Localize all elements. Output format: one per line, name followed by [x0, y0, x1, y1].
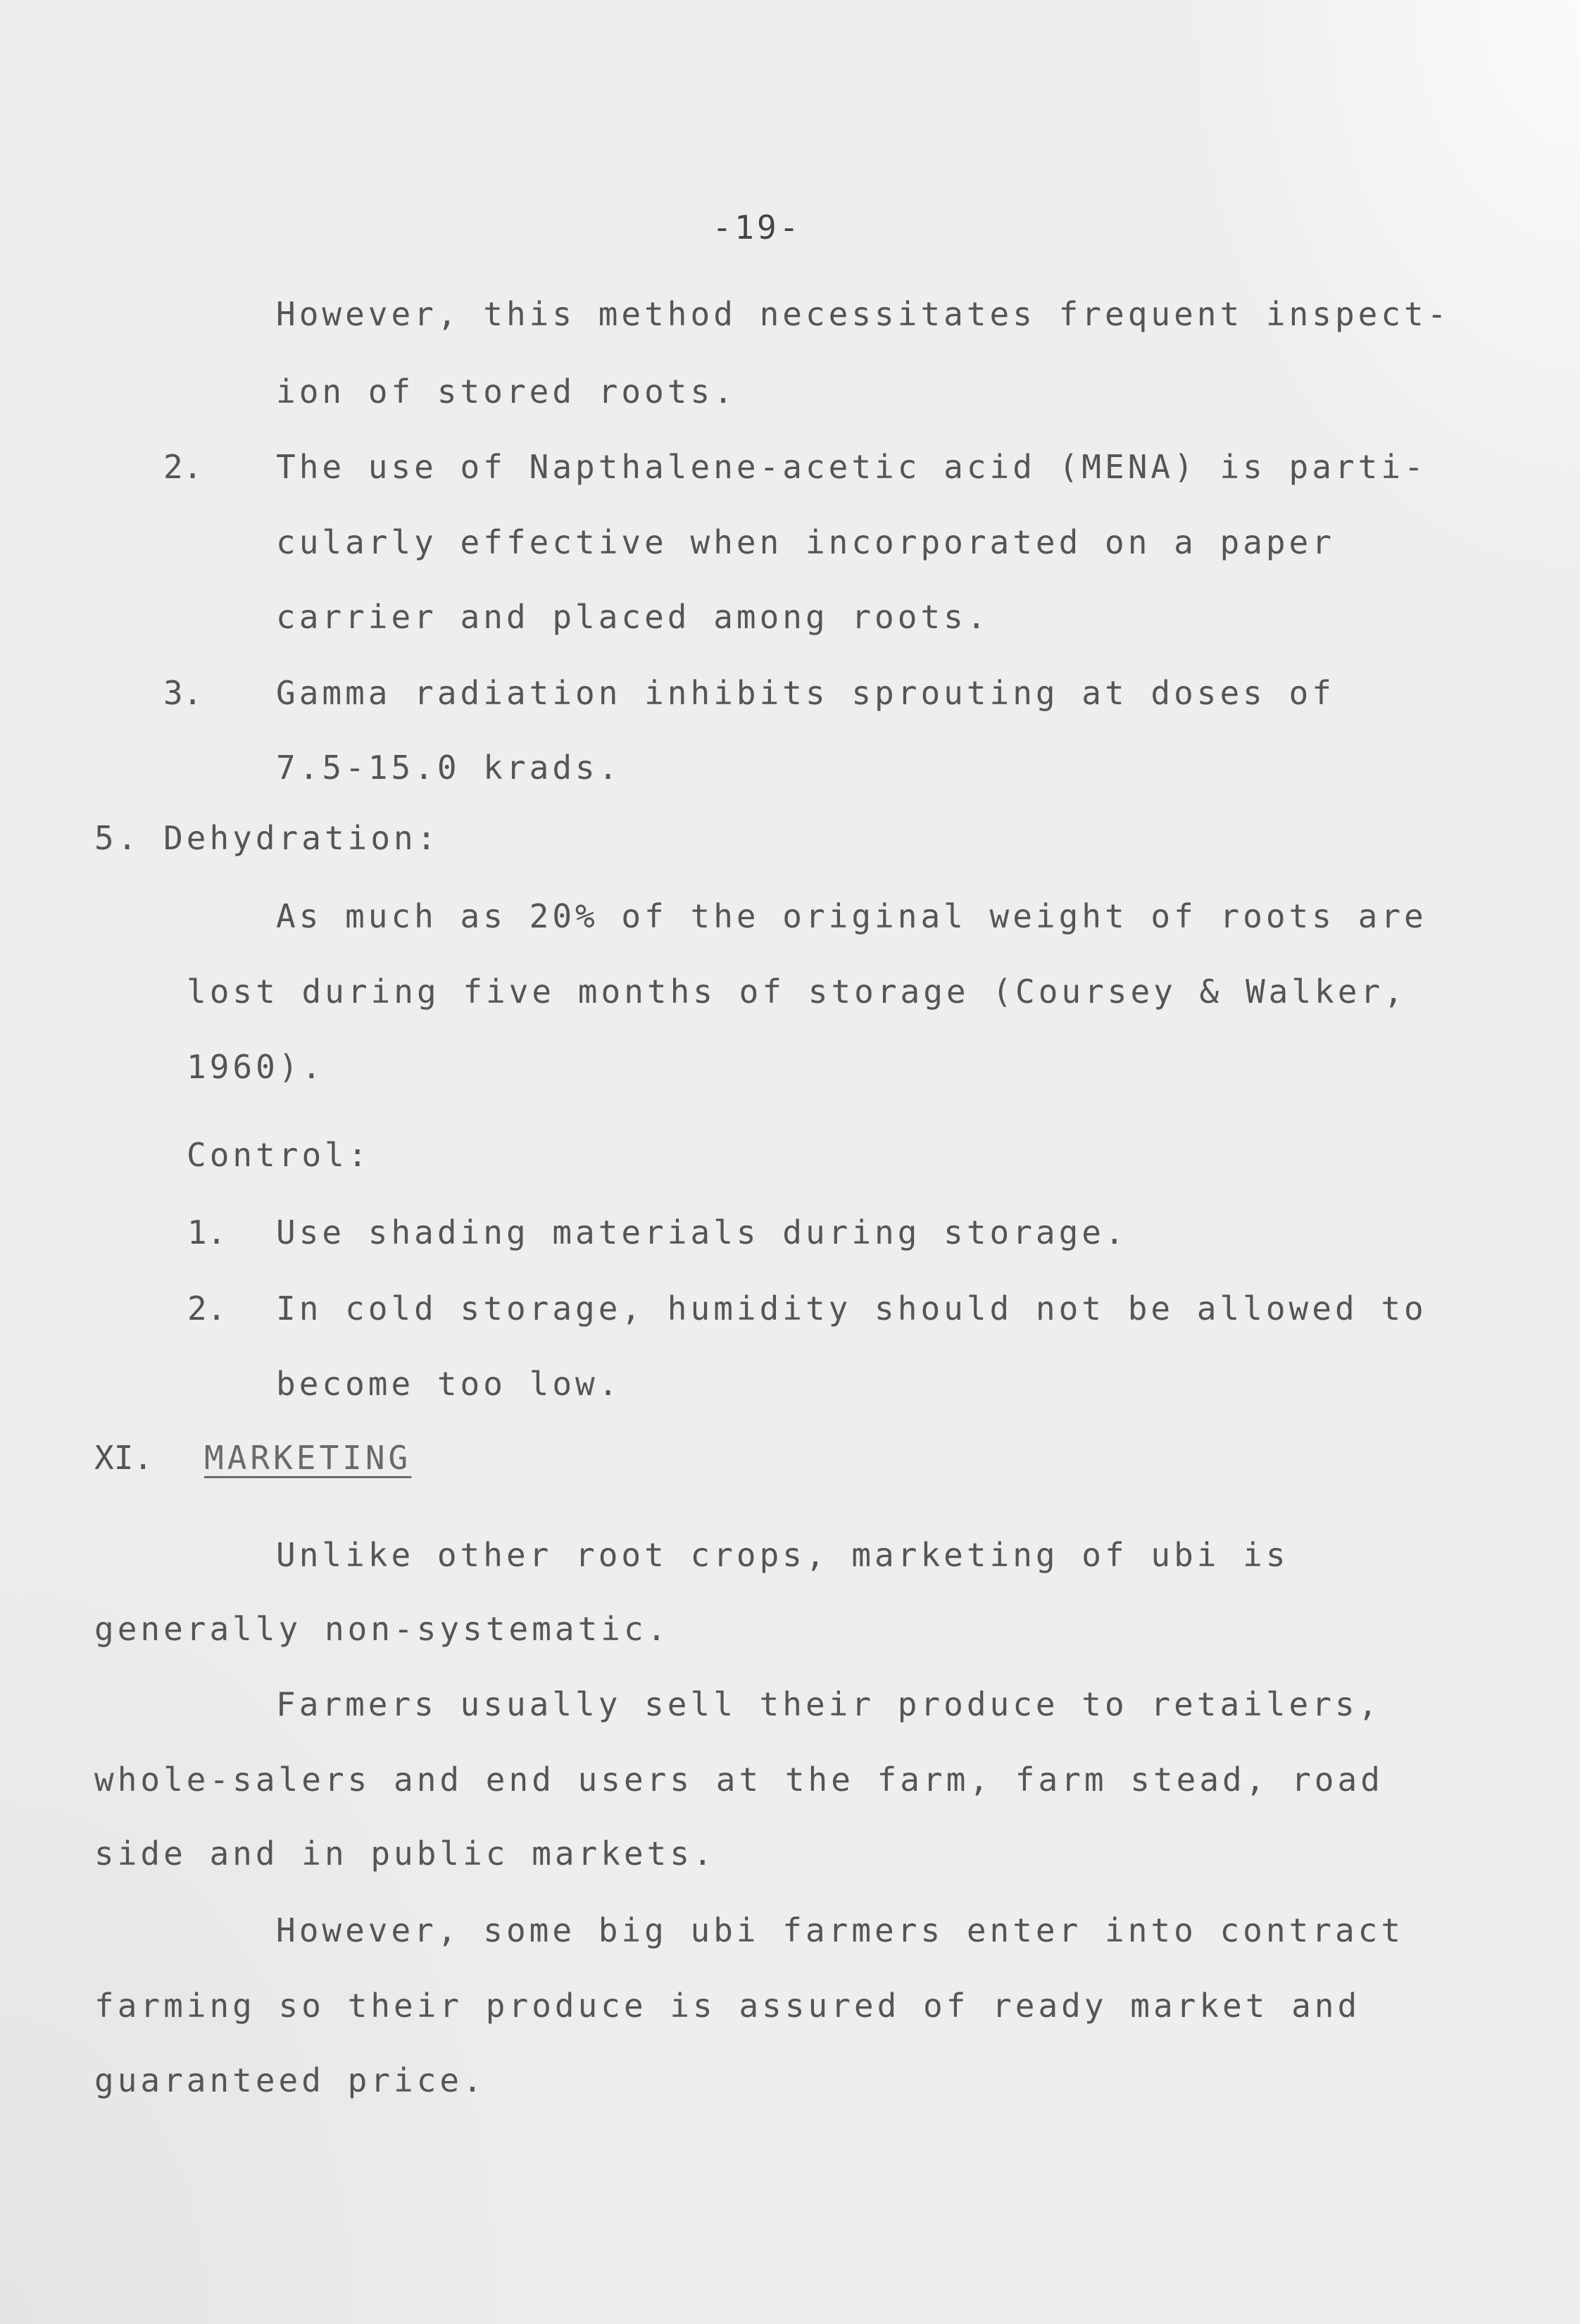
text-line: As much as 20% of the original weight of roots are	[276, 897, 1427, 935]
text-line: Gamma radiation inhibits sprouting at doses of	[276, 674, 1335, 712]
subheading: Control:	[187, 1136, 371, 1174]
text-line: ion of stored roots.	[276, 373, 736, 411]
text-line: However, some big ubi farmers enter into contract	[276, 1911, 1405, 1949]
text-line: The use of Napthalene-acetic acid (MENA) is parti-	[276, 448, 1427, 486]
text-line: generally non-systematic.	[94, 1610, 670, 1648]
list-marker: 2.	[163, 448, 203, 486]
text-line: lost during five months of storage (Coursey & Walker,	[187, 973, 1407, 1011]
text-line: whole-salers and end users at the farm, farm stead, road	[94, 1761, 1384, 1799]
text-line: However, this method necessitates frequent inspect-	[276, 295, 1450, 333]
text-line: Use shading materials during storage.	[276, 1213, 1128, 1251]
section-heading: 5. Dehydration:	[94, 819, 440, 857]
text-line: 1960).	[187, 1048, 325, 1086]
list-marker: 2.	[187, 1289, 227, 1327]
text-line: Farmers usually sell their produce to retailers,	[276, 1685, 1381, 1723]
section-number: XI.	[94, 1439, 153, 1477]
text-line: Unlike other root crops, marketing of ubi is	[276, 1536, 1289, 1574]
text-line: cularly effective when incorporated on a paper	[276, 523, 1335, 561]
text-line: become too low.	[276, 1365, 622, 1403]
section-title: MARKETING	[204, 1439, 412, 1477]
page-number: -19-	[712, 208, 802, 246]
text-line: farming so their produce is assured of ready market and	[94, 1987, 1361, 2025]
text-line: 7.5-15.0 krads.	[276, 749, 622, 787]
list-marker: 1.	[187, 1213, 227, 1251]
text-line: carrier and placed among roots.	[276, 598, 990, 636]
text-line: side and in public markets.	[94, 1835, 716, 1873]
text-line: guaranteed price.	[94, 2061, 486, 2099]
text-line: In cold storage, humidity should not be allowed to	[276, 1289, 1427, 1327]
list-marker: 3.	[163, 674, 203, 712]
